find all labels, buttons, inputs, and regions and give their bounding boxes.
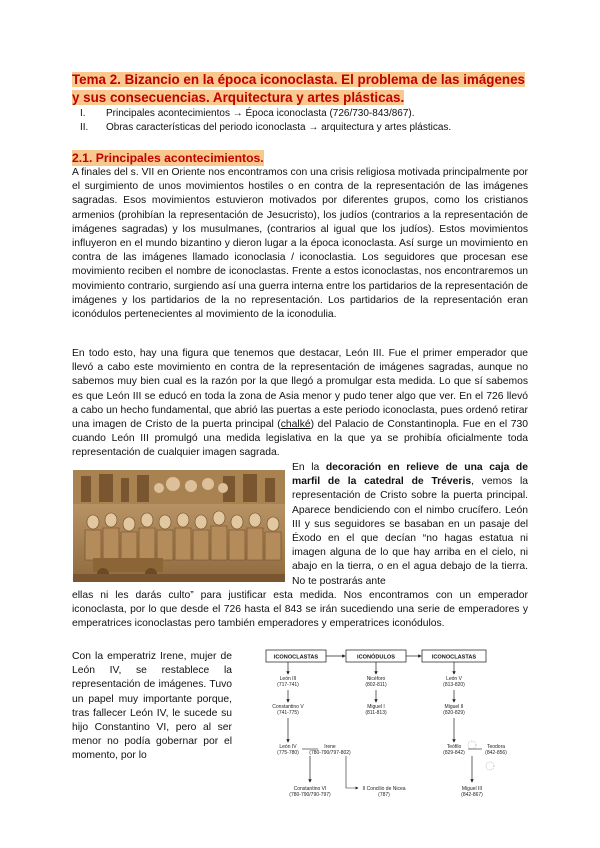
header-iconodulos: ICONÓDULOS xyxy=(357,654,395,661)
ruler-name: Miguel II xyxy=(444,704,464,710)
toc-text: Principales acontecimientos → Época iconoclasta (726/730-843/867). xyxy=(106,108,415,119)
header-iconoclastas-2: ICONOCLASTAS xyxy=(431,654,477,661)
toc-item xyxy=(72,121,542,135)
ruler-name: Nicéforo xyxy=(366,676,386,682)
section-heading: 2.1. Principales acontecimientos. xyxy=(72,151,264,165)
ruler-dates: (802-811) xyxy=(365,682,387,688)
paragraph-text: En la xyxy=(292,462,326,473)
header-iconoclastas-1: ICONOCLASTAS xyxy=(273,654,319,661)
ruler-dates: (775-780) xyxy=(277,750,299,756)
ruler-dates: (741-775) xyxy=(277,710,299,716)
ruler-name: Teodora xyxy=(486,744,506,750)
ruler-name: León V xyxy=(446,676,462,682)
ruler-name: León IV xyxy=(279,744,297,750)
ruler-name: León III xyxy=(279,676,297,682)
ruler-dates: (717-741) xyxy=(277,682,299,688)
paragraph-text: ) del Palacio de Constantinopla. Fue en el 730 cuando León III promulgó una medida legislativa en la que ya se prohibía oficialmente toda representación de cualquier imagen sagrada. xyxy=(72,419,528,459)
ruler-dates: (842-867) xyxy=(461,792,483,798)
page-title xyxy=(72,71,532,107)
ruler-dates: (829-842) xyxy=(443,750,465,756)
ruler-name: Miguel III xyxy=(461,786,483,792)
toc-number: I. xyxy=(80,108,86,119)
paragraph-irene: Con la emperatriz Irene, mujer de León IV, se restablece la representación de imágenes. Tuvo un papel muy importante porque, tras fallecer León IV, le sucede su hijo Constantino VI, pero al ser menor no podía gobernar por el momento, por lo xyxy=(72,651,232,762)
ruler-name: Constantino V xyxy=(272,704,304,710)
council-date: (787) xyxy=(378,792,390,798)
toc-number: II. xyxy=(80,122,89,133)
paragraph-text: En todo esto, hay una figura que tenemos que destacar, León III. Fue el primer emperador que llevó a cabo este movimiento en contra de la representación de imágenes sagradas, aunque no sabemos muy bien cual es la razón por la que llegó a promulgar esta medida. Lo que sí sabemos es que León III se educó en toda la zona de Asia menor y pudo tener algo que ver. En el 726 llevó a cabo un hecho fundamental, que abrió las puertas a este periodo iconoclasta, pues ordenó retirar una imagen de Cristo de la puerta principal ( xyxy=(72,348,528,431)
ivory-relief-image xyxy=(73,470,285,582)
ruler-name: Constantino VI xyxy=(293,786,327,792)
table-of-contents xyxy=(72,107,542,135)
ruler-dates: (820-829) xyxy=(443,710,465,716)
emperors-diagram xyxy=(262,648,530,828)
ruler-dates: (780-790/797-802) xyxy=(309,750,351,756)
ivory-box-title: decoración en relieve de una caja de marfil de la catedral de Tréveris xyxy=(292,462,528,488)
ruler-name: Miguel I xyxy=(367,704,385,710)
council-name: II Concilio de Nicea xyxy=(362,786,406,792)
title-text: Tema 2. Bizancio en la época iconoclasta. El problema de las imágenes y sus consecuencias. Arquitectura y artes plásticas. xyxy=(72,72,525,105)
paragraph-intro: A finales del s. VII en Oriente nos encontramos con una crisis religiosa motivada principalmente por el surgimiento de unos movimientos hostiles o en contra de la representación de las imágenes sagradas. Esos movimientos estuvieron motivados por diferentes grupos, como los cristianos armenios (prohibían la representación de Jesucristo), los judíos (contrarios a la representación de imágenes sagradas) y los musulmanes, (contrarios al igual que los judíos). Estos movimientos influyeron en el mundo bizantino y dieron lugar a la época iconoclasta. Así surge un movimiento en contra de las imágenes llamado iconoclasia / iconoclastia. Los seguidores que procesan ese movimiento reciben el nombre de iconoclastas. Frente a estos iconoclastas, nos encontraremos un movimiento contrario, surgiendo así una guerra interna entre los partidarios de la representación de imágenes y los partidarios de la no representación. Los partidarios de la representación eran iconódulos pertenecientes al movimiento de la iconodulia. xyxy=(72,167,528,321)
ruler-dates: (780-790/790-797) xyxy=(289,792,331,798)
paragraph-leon-iii xyxy=(72,347,528,461)
ruler-name: Irene xyxy=(324,744,336,750)
ruler-dates: (811-813) xyxy=(365,710,387,716)
paragraph-ivory-box xyxy=(292,461,528,589)
chalke-term: chalké xyxy=(280,419,311,431)
ruler-dates: (813-820) xyxy=(443,682,465,688)
toc-item xyxy=(72,107,542,121)
ruler-dates: (842-856) xyxy=(485,750,507,756)
paragraph-emperors: ellas ni les darás culto” para justificar esta medida. Nos encontramos con un emperador iconoclasta, por lo que desde el 726 hasta el 843 se irán sucediendo una serie de emperadores y emperatrices iconoclastas pero también emperadores y emperatrices iconódulos. xyxy=(72,590,528,630)
ruler-name: Teófilo xyxy=(446,744,462,750)
toc-text: Obras características del periodo iconoclasta → arquitectura y artes plásticas. xyxy=(106,122,452,133)
paragraph-text: , vemos la representación de Cristo sobre la puerta principal. Aparece bendiciendo con el nimbo crucífero. León III y sus seguidores se basaban en un pasaje del Éxodo en el que decían “no hagas estatua ni imagen alguna de lo que hay arriba en el cielo, ni abajo en la tierra, o en el agua debajo de la tierra. No te postrarás ante xyxy=(292,476,528,587)
